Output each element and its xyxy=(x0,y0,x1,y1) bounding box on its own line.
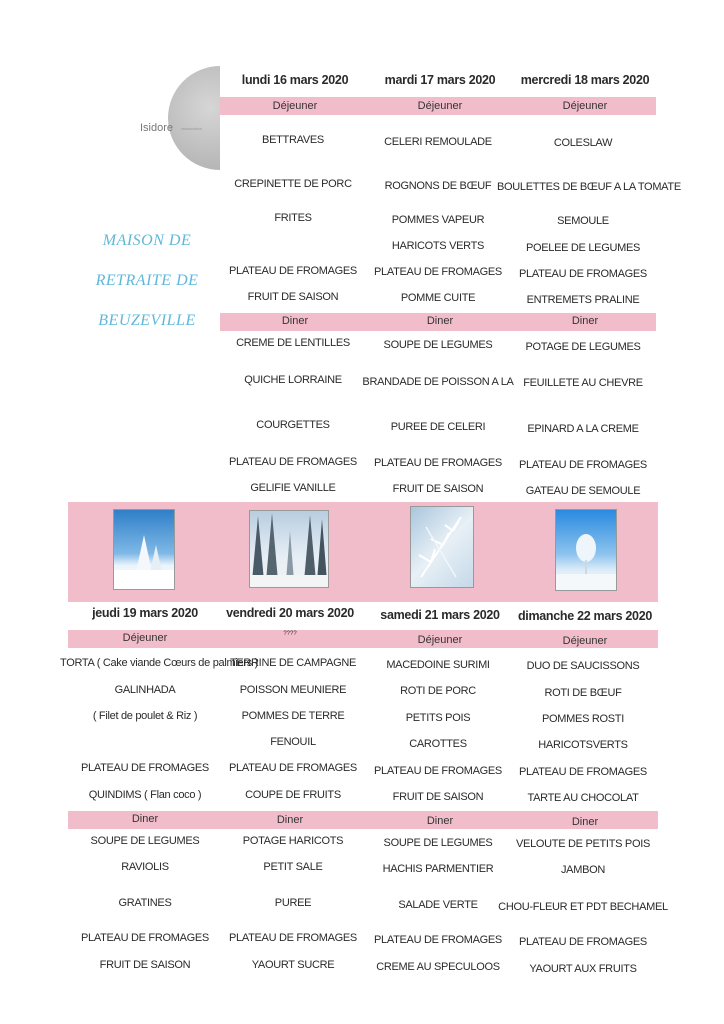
menu-item: PLATEAU DE FROMAGES xyxy=(519,459,647,471)
menu-item: GRATINES xyxy=(118,897,172,909)
day-header: mardi 17 mars 2020 xyxy=(384,73,496,87)
menu-item: SOUPE DE LEGUMES xyxy=(383,339,493,351)
title-line-2: RETRAITE DE xyxy=(95,272,199,289)
menu-item: FRUIT DE SAISON xyxy=(392,791,484,803)
frozen-tree-icon xyxy=(555,509,617,591)
menu-item: BRANDADE DE POISSON A LA xyxy=(362,376,514,388)
menu-item: VELOUTE DE PETITS POIS xyxy=(516,838,650,850)
menu-item: SOUPE DE LEGUMES xyxy=(90,835,200,847)
day-header: mercredi 18 mars 2020 xyxy=(520,73,650,87)
menu-item: CREPINETTE DE PORC xyxy=(234,178,352,190)
day-header: samedi 21 mars 2020 xyxy=(380,608,500,622)
menu-item: POMMES VAPEUR xyxy=(391,214,485,226)
menu-item: CELERI REMOULADE xyxy=(384,136,492,148)
menu-item: PLATEAU DE FROMAGES xyxy=(519,766,647,778)
menu-item: CREME AU SPECULOOS xyxy=(376,961,500,973)
winter-forest-icon xyxy=(249,510,329,588)
menu-item: POISSON MEUNIERE xyxy=(239,684,347,696)
menu-item: PLATEAU DE FROMAGES xyxy=(229,762,357,774)
menu-item: PLATEAU DE FROMAGES xyxy=(229,456,357,468)
menu-item: SEMOULE xyxy=(557,215,609,227)
menu-item: DUO DE SAUCISSONS xyxy=(526,660,640,672)
menu-item: TARTE AU CHOCOLAT xyxy=(527,792,639,804)
menu-item: GATEAU DE SEMOULE xyxy=(525,485,641,497)
dinner-label: Diner xyxy=(276,814,304,826)
menu-item: FENOUIL xyxy=(270,736,316,748)
menu-item: TERRINE DE CAMPAGNE xyxy=(229,657,357,669)
menu-item: PLATEAU DE FROMAGES xyxy=(374,934,502,946)
menu-item: HARICOTS VERTS xyxy=(391,240,485,252)
menu-item: COLESLAW xyxy=(553,137,613,149)
day-header: jeudi 19 mars 2020 xyxy=(92,606,198,620)
lunch-label: Déjeuner xyxy=(272,100,318,112)
menu-item: PLATEAU DE FROMAGES xyxy=(519,936,647,948)
menu-item: PUREE xyxy=(274,897,312,909)
menu-item: PUREE DE CELERI xyxy=(390,421,486,433)
menu-item: ( Filet de poulet & Riz ) xyxy=(92,710,198,722)
menu-item: POMMES DE TERRE xyxy=(241,710,345,722)
menu-item: PLATEAU DE FROMAGES xyxy=(519,268,647,280)
lunch-label: Déjeuner xyxy=(562,635,608,647)
menu-item: ROTI DE BŒUF xyxy=(544,687,622,699)
menu-item: PLATEAU DE FROMAGES xyxy=(374,765,502,777)
menu-item: COUPE DE FRUITS xyxy=(245,789,341,801)
menu-item: MACEDOINE SURIMI xyxy=(386,659,490,671)
lunch-label: Déjeuner xyxy=(417,634,463,646)
menu-item: PLATEAU DE FROMAGES xyxy=(374,266,502,278)
menu-item: EPINARD A LA CREME xyxy=(527,423,639,435)
menu-item: POTAGE DE LEGUMES xyxy=(525,341,641,353)
menu-item: POMME CUITE xyxy=(400,292,476,304)
menu-item: BOULETTES DE BŒUF A LA TOMATE xyxy=(497,181,681,193)
menu-item: ENTREMETS PRALINE xyxy=(526,294,640,306)
menu-item: POELEE DE LEGUMES xyxy=(525,242,641,254)
menu-item: GELIFIE VANILLE xyxy=(250,482,336,494)
menu-item: BETTRAVES xyxy=(262,134,324,146)
lunch-label: Déjeuner xyxy=(562,100,608,112)
dinner-label: Diner xyxy=(571,315,599,327)
menu-item: TORTA ( Cake viande Cœurs de palmiers ) xyxy=(60,657,258,669)
menu-item: SALADE VERTE xyxy=(398,899,478,911)
menu-item: HARICOTSVERTS xyxy=(538,739,628,751)
snowy-trees-icon xyxy=(113,509,175,590)
menu-item: POMMES ROSTI xyxy=(542,713,624,725)
dinner-label: Diner xyxy=(426,315,454,327)
frost-crystals-icon xyxy=(410,506,474,588)
title-line-3: BEUZEVILLE xyxy=(98,312,196,329)
menu-item: QUICHE LORRAINE xyxy=(244,374,342,386)
menu-item: CHOU-FLEUR ET PDT BECHAMEL xyxy=(498,901,668,913)
menu-item: CAROTTES xyxy=(409,738,467,750)
menu-item: CREME DE LENTILLES xyxy=(236,337,350,349)
logo-name: Isidore xyxy=(140,122,174,134)
menu-item: JAMBON xyxy=(560,864,606,876)
menu-item: YAOURT AUX FRUITS xyxy=(529,963,637,975)
lunch-label: Déjeuner xyxy=(122,632,168,644)
menu-item: SOUPE DE LEGUMES xyxy=(383,837,493,849)
menu-item: ROGNONS DE BŒUF xyxy=(384,180,492,192)
menu-item: PETIT SALE xyxy=(263,861,323,873)
lunch-label: ???? xyxy=(283,631,297,637)
menu-item: PLATEAU DE FROMAGES xyxy=(229,932,357,944)
menu-item: HACHIS PARMENTIER xyxy=(382,863,494,875)
day-header: dimanche 22 mars 2020 xyxy=(517,609,653,623)
lunch-label: Déjeuner xyxy=(417,100,463,112)
menu-item: PLATEAU DE FROMAGES xyxy=(81,762,209,774)
dinner-label: Diner xyxy=(131,813,159,825)
menu-item: COURGETTES xyxy=(256,419,330,431)
menu-item: FRUIT DE SAISON xyxy=(99,959,191,971)
dinner-label: Diner xyxy=(571,816,599,828)
menu-item: QUINDIMS ( Flan coco ) xyxy=(88,789,202,801)
menu-item: POTAGE HARICOTS xyxy=(242,835,344,847)
dinner-label: Diner xyxy=(426,815,454,827)
title-line-1: MAISON DE xyxy=(102,232,192,249)
menu-item: PLATEAU DE FROMAGES xyxy=(374,457,502,469)
menu-item: PLATEAU DE FROMAGES xyxy=(229,265,357,277)
day-header: lundi 16 mars 2020 xyxy=(241,73,349,87)
dinner-label: Diner xyxy=(281,315,309,327)
menu-item: PETITS POIS xyxy=(405,712,471,724)
menu-item: RAVIOLIS xyxy=(121,861,169,873)
menu-item: FRITES xyxy=(274,212,312,224)
menu-item: FRUIT DE SAISON xyxy=(392,483,484,495)
day-header: vendredi 20 mars 2020 xyxy=(226,606,354,620)
logo-subtitle: restauration xyxy=(181,126,203,131)
menu-item: YAOURT SUCRE xyxy=(251,959,335,971)
menu-item: GALINHADA xyxy=(114,684,176,696)
menu-item: FEUILLETE AU CHEVRE xyxy=(523,377,643,389)
menu-item: PLATEAU DE FROMAGES xyxy=(81,932,209,944)
menu-item: ROTI DE PORC xyxy=(400,685,476,697)
menu-item: FRUIT DE SAISON xyxy=(247,291,339,303)
